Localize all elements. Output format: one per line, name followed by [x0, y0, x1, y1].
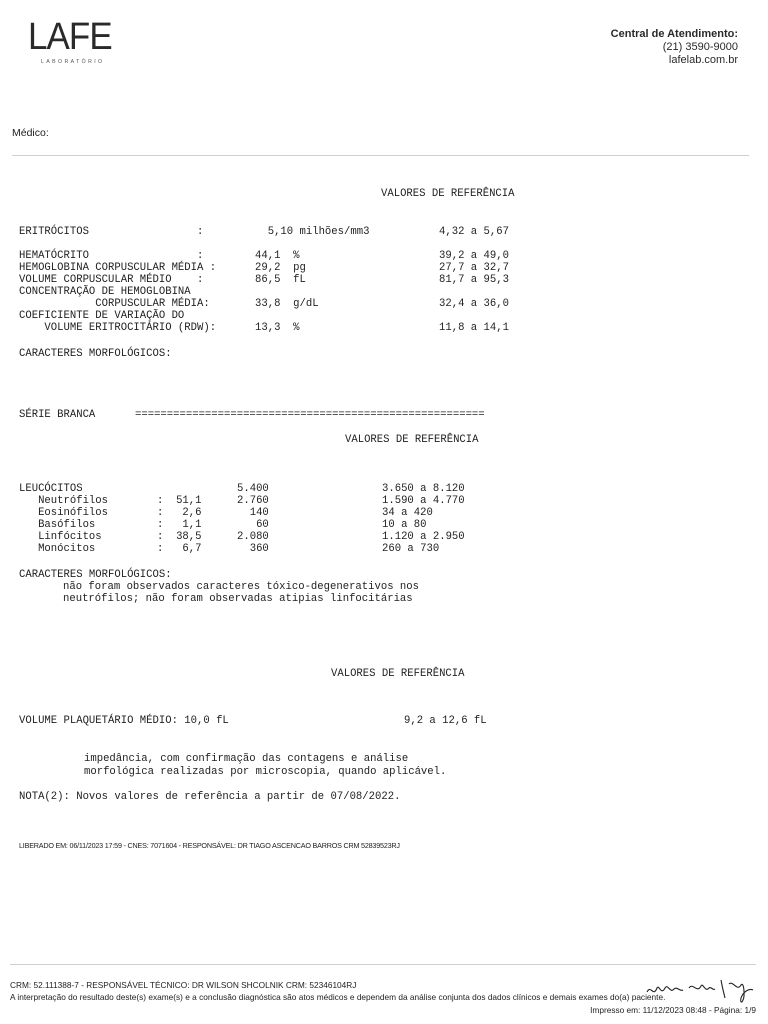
red-row-label: VOLUME ERITROCITÁRIO (RDW):: [19, 322, 217, 334]
red-row-value: 5,10 milhões/mm3: [255, 226, 370, 238]
red-row-value: 29,2 pg: [255, 262, 306, 274]
contact-phone: (21) 3590-9000: [662, 41, 738, 53]
white-row-ref: 1.120 a 2.950: [382, 531, 465, 543]
white-row-absolute: 2.760: [237, 495, 269, 507]
white-row-ref: 34 a 420: [382, 507, 433, 519]
doctor-label: Médico:: [12, 127, 49, 139]
logo-wordmark: LAFE: [28, 16, 112, 58]
white-row-label: Linfócitos: [19, 531, 102, 543]
white-series-title: SÉRIE BRANCA: [19, 409, 96, 421]
red-ref-header: VALORES DE REFERÊNCIA: [381, 188, 515, 200]
platelet-ref-header: VALORES DE REFERÊNCIA: [331, 668, 465, 680]
red-row-ref: 32,4 a 36,0: [439, 298, 509, 310]
red-row-ref: 39,2 a 49,0: [439, 250, 509, 262]
red-row-label: CORPUSCULAR MÉDIA:: [19, 298, 210, 310]
red-row-ref: 81,7 a 95,3: [439, 274, 509, 286]
red-row-ref: 11,8 a 14,1: [439, 322, 509, 334]
red-row-value: 44,1 %: [255, 250, 300, 262]
white-row-ref: 260 a 730: [382, 543, 440, 555]
white-row-label: Basófilos: [19, 519, 96, 531]
footer-printed: Impresso em: 11/12/2023 08:48 - Página: 1/9: [590, 1005, 756, 1015]
contact-site: lafelab.com.br: [668, 54, 738, 66]
footer-disclaimer: A interpretação do resultado deste(s) exame(s) e a conclusão diagnóstica são atos médicos e dependem da análise conjunta dos dados clínicos e demais exames do(a) paciente.: [10, 992, 666, 1002]
platelet-note-line-1: impedância, com confirmação das contagens e análise: [84, 753, 409, 765]
white-row-percent: : 2,6: [157, 507, 202, 519]
red-row-label: VOLUME CORPUSCULAR MÉDIO :: [19, 274, 204, 286]
white-morph-line-1: não foram observados caracteres tóxico-degenerativos nos: [63, 581, 420, 593]
red-row-label: ERITRÓCITOS :: [19, 226, 204, 238]
release-info: LIBERADO EM: 06/11/2023 17:59 - CNES: 7071604 - RESPONSÁVEL: DR TIAGO ASCENCAO BARROS CRM 52839523RJ: [19, 841, 400, 850]
red-row-ref: 4,32 a 5,67: [439, 226, 509, 238]
white-row-label: LEUCÓCITOS: [19, 483, 83, 495]
signature-icon: [645, 976, 757, 1006]
white-row-ref: 1.590 a 4.770: [382, 495, 465, 507]
white-row-percent: : 51,1: [157, 495, 202, 507]
footer-crm-line: CRM: 52.111388-7 - RESPONSÁVEL TÉCNICO: DR WILSON SHCOLNIK CRM: 52346104RJ: [10, 980, 357, 990]
red-row-value: 33,8 g/dL: [255, 298, 319, 310]
contact-block: [611, 28, 738, 67]
white-series-divider: =======================================================: [135, 409, 485, 421]
white-row-percent: : 6,7: [157, 543, 202, 555]
logo-subtext: LABORATÓRIO: [41, 59, 105, 65]
red-row-ref: 27,7 a 32,7: [439, 262, 509, 274]
white-row-label: Neutrófilos: [19, 495, 109, 507]
white-row-label: Monócitos: [19, 543, 96, 555]
white-morph-label: CARACTERES MORFOLÓGICOS:: [19, 569, 172, 581]
platelet-note-line-2: morfológica realizadas por microscopia, quando aplicável.: [84, 766, 447, 778]
header-divider: [12, 155, 749, 156]
white-row-absolute: 360: [237, 543, 269, 555]
white-row-absolute: 5.400: [237, 483, 269, 495]
red-row-value: 13,3 %: [255, 322, 300, 334]
red-morph-label: CARACTERES MORFOLÓGICOS:: [19, 348, 172, 360]
red-row-label: COEFICIENTE DE VARIAÇÃO DO: [19, 310, 185, 322]
white-row-percent: : 38,5: [157, 531, 202, 543]
white-morph-line-2: neutrófilos; não foram observadas atipias linfocitárias: [63, 593, 413, 605]
white-row-label: Eosinófilos: [19, 507, 109, 519]
white-row-percent: : 1,1: [157, 519, 202, 531]
white-row-absolute: 140: [237, 507, 269, 519]
footer-divider: [10, 964, 756, 965]
white-row-ref: 10 a 80: [382, 519, 427, 531]
white-row-ref: 3.650 a 8.120: [382, 483, 465, 495]
white-ref-header: VALORES DE REFERÊNCIA: [345, 434, 479, 446]
white-row-absolute: 2.080: [237, 531, 269, 543]
red-row-label: HEMATÓCRITO :: [19, 250, 204, 262]
white-row-absolute: 60: [237, 519, 269, 531]
lafe-logo: [28, 18, 128, 66]
contact-title: Central de Atendimento:: [610, 28, 738, 40]
platelet-mpv-row: VOLUME PLAQUETÁRIO MÉDIO: 10,0 fL: [19, 715, 229, 727]
nota-2: NOTA(2): Novos valores de referência a partir de 07/08/2022.: [19, 791, 401, 803]
platelet-mpv-ref: 9,2 a 12,6 fL: [404, 715, 487, 727]
red-row-label: HEMOGLOBINA CORPUSCULAR MÉDIA :: [19, 262, 217, 274]
red-row-label: CONCENTRAÇÃO DE HEMOGLOBINA: [19, 286, 191, 298]
red-row-value: 86,5 fL: [255, 274, 306, 286]
